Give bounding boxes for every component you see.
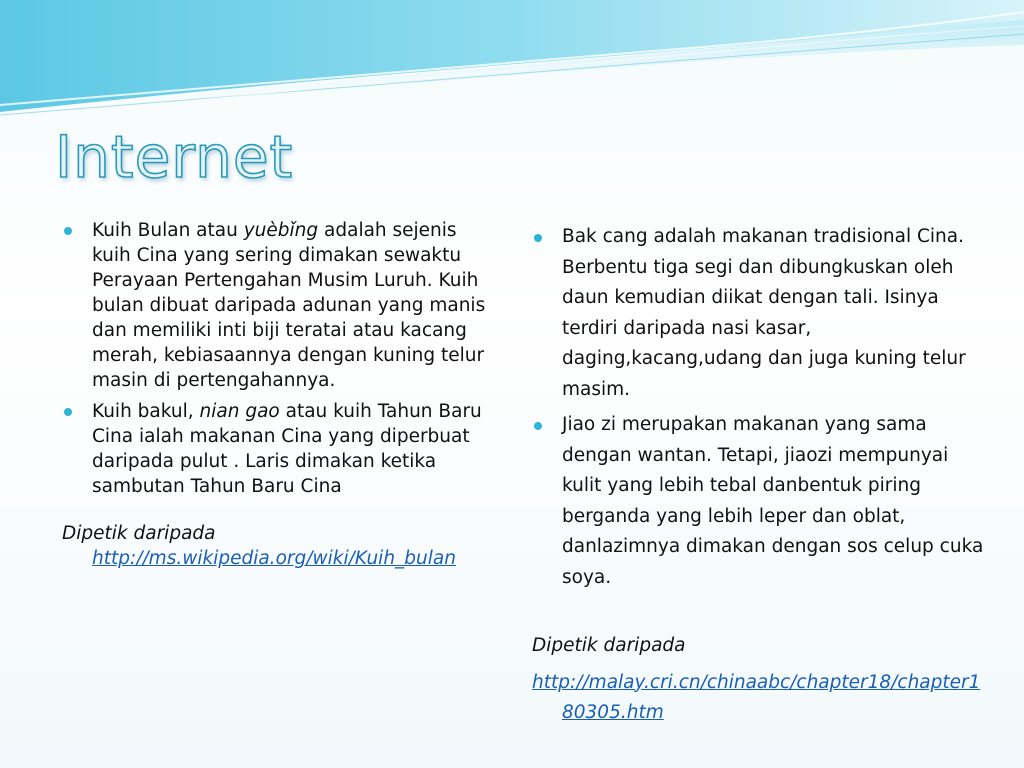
source-label: Dipetik daripada — [532, 635, 686, 656]
source-link[interactable]: http://malay.cri.cn/chinaabc/chapter18/chapter180305.htm — [532, 671, 981, 723]
left-bullet-list — [62, 218, 492, 499]
source-link[interactable]: http://ms.wikipedia.org/wiki/Kuih_bulan — [92, 548, 456, 569]
item-text-italic: yuèbǐng — [243, 220, 319, 241]
bullet-icon — [534, 422, 542, 430]
slide-title: Internet — [55, 123, 294, 191]
item-text-italic: nian gao — [199, 401, 280, 422]
item-text-part: Jiao zi merupakan makanan yang sama dengan wantan. Tetapi, jiaozi mempunyai kulit yang lebih tebal danbentuk piring berganda yang lebih leper dan oblat, danlazimnya dimakan dengan sos celup cuka soya. — [562, 414, 984, 588]
source-label: Dipetik daripada — [62, 523, 216, 544]
item-text-part: Kuih bakul, — [92, 401, 200, 422]
source-citation — [62, 521, 492, 571]
right-bullet-list — [532, 222, 992, 593]
bullet-icon — [64, 408, 72, 416]
bullet-icon — [534, 234, 542, 242]
item-text-part: Kuih Bulan atau — [92, 220, 244, 241]
list-item — [532, 410, 992, 593]
wave-banner — [0, 0, 1024, 130]
left-column — [62, 218, 492, 571]
list-item — [62, 399, 492, 499]
right-column — [532, 222, 992, 729]
item-text-part: adalah sejenis kuih Cina yang sering dimakan sewaktu Perayaan Pertengahan Musim Luruh. Kuih bulan dibuat daripada adunan yang manis dan memiliki inti biji teratai atau kacang merah, kebiasaannya dengan kuning telur masin di pertengahannya. — [92, 220, 486, 391]
source-citation — [532, 631, 992, 729]
item-text-part: Bak cang adalah makanan tradisional Cina. Berbentu tiga segi dan dibungkuskan oleh daun kemudian diikat dengan tali. Isinya terdiri daripada nasi kasar, daging,kacang,udang dan juga kuning telur masim. — [562, 226, 966, 400]
list-item — [62, 218, 492, 393]
item-text-part: atau kuih Tahun Baru Cina ialah makanan Cina yang diperbuat daripada pulut . Laris dimakan ketika sambutan Tahun Baru Cina — [92, 401, 482, 497]
bullet-icon — [64, 227, 72, 235]
list-item — [532, 222, 992, 405]
